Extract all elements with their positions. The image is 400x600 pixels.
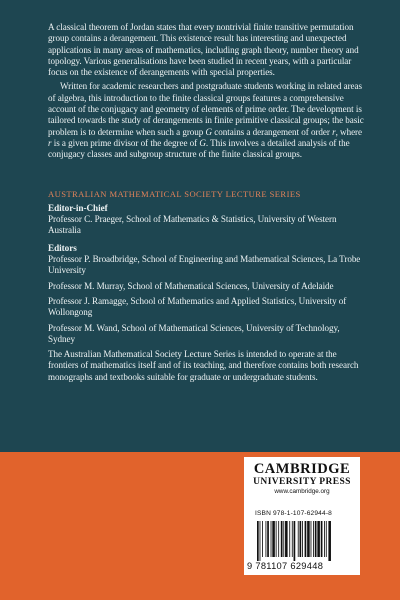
editor-entry: Professor P. Broadbridge, School of Engineering and Mathematical Sciences, La Trobe University [48,254,361,276]
editor-entry: Professor M. Wand, School of Mathematical Sciences, University of Technology, Sydney [48,322,340,344]
text-block [48,22,366,383]
publisher-subtitle: UNIVERSITY PRESS [253,477,351,487]
editor-in-chief-heading: Editor-in-Chief [48,202,108,213]
publisher-logo: CAMBRIDGE [253,461,351,477]
blurb-paragraph-2: Written for academic researchers and postgraduate students working in related areas of algebra, this introduction to the finite classical groups features a comprehensive account of the conjugacy and geometry of elements of prime order. The development is tailored towards the study of derangements in finite primitive classical groups; the basic problem is to determine when such a group G contains a derangement of order r, where r is a given prime divisor of the degree of G. This involves a detailed analysis of the conjugacy classes and subgroup structure of the finite classical groups. [48,81,364,160]
isbn-label: ISBN 978-1-107-62944-8 [255,510,332,517]
publisher-box [244,457,360,575]
blurb-paragraph-1: A classical theorem of Jordan states that every nontrivial finite transitive permutation group contains a derangement. This existence result has interesting and unexpected applications in many areas of mathematics, including graph theory, number theory and topology. Various generalisations have been studied in recent years, with a particular focus on the existence of derangements with special properties. [48,22,359,78]
barcode-number: 9 781107 629448 [247,561,324,571]
editor-entry: Professor M. Murray, School of Mathematical Sciences, University of Adelaide [48,280,334,291]
editors-heading: Editors [48,242,77,253]
series-description: The Australian Mathematical Society Lecture Series is intended to operate at the frontiers of mathematics itself and of its teaching, and therefore contains both research monographs and textbooks suitable for graduate or undergraduate students. [48,349,359,382]
publisher-website: www.cambridge.org [274,488,330,495]
barcode-icon [255,521,355,561]
series-title: AUSTRALIAN MATHEMATICAL SOCIETY LECTURE SERIES [48,188,301,199]
editor-entry: Professor J. Ramagge, School of Mathematics and Applied Statistics, University of Wollongong [48,295,347,318]
editor-in-chief: Professor C. Praeger, School of Mathematics & Statistics, University of Western Australia [48,214,337,236]
